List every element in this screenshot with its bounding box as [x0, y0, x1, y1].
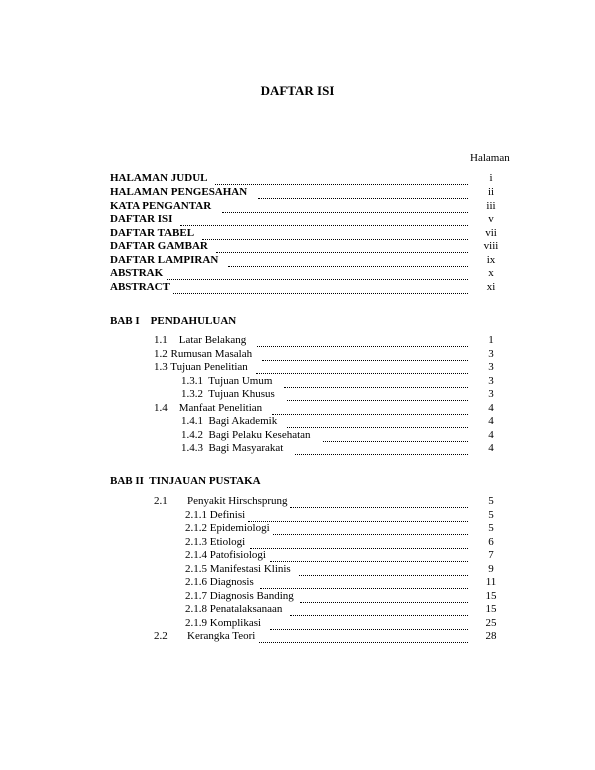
- toc-entry-label: 1.3.1 Tujuan Umum: [181, 375, 273, 387]
- toc-entry[interactable]: [0, 172, 595, 186]
- toc-entry-page: 3: [488, 375, 494, 387]
- toc-entry[interactable]: [0, 388, 595, 402]
- toc-entry-label: DAFTAR LAMPIRAN: [110, 254, 219, 266]
- toc-entry-page: 9: [488, 563, 494, 575]
- toc-entry-page: v: [488, 213, 494, 225]
- toc-entry-label: 2.2 Kerangka Teori: [154, 630, 256, 642]
- toc-entry-page: 4: [488, 442, 494, 454]
- toc-entry-label: 1.4.1 Bagi Akademik: [181, 415, 278, 427]
- toc-entry[interactable]: [0, 186, 595, 200]
- toc-entry[interactable]: [0, 563, 595, 577]
- toc-entry-page: vii: [485, 227, 497, 239]
- toc-entry-page: 25: [485, 617, 497, 629]
- toc-entry-label: DAFTAR GAMBAR: [110, 240, 208, 252]
- toc-entry-label: 1.3 Tujuan Penelitian: [154, 361, 248, 373]
- toc-entry-page: 11: [485, 576, 497, 588]
- toc-entry-page: 15: [485, 603, 497, 615]
- toc-entry[interactable]: [0, 361, 595, 375]
- toc-entry-page: 3: [488, 388, 494, 400]
- toc-entry[interactable]: [0, 348, 595, 362]
- toc-entry-page: xi: [486, 281, 496, 293]
- toc-entry[interactable]: [0, 603, 595, 617]
- toc-entry[interactable]: [0, 415, 595, 429]
- toc-entry[interactable]: [0, 254, 595, 268]
- toc-entry-label: HALAMAN PENGESAHAN: [110, 186, 248, 198]
- toc-entry-page: 4: [488, 415, 494, 427]
- toc-entry-label: ABSTRACT: [110, 281, 170, 293]
- toc-entry[interactable]: [0, 522, 595, 536]
- toc-entry-label: 2.1.8 Penatalaksanaan: [185, 603, 283, 615]
- toc-entry[interactable]: [0, 630, 595, 644]
- toc-entry-label: 1.4.2 Bagi Pelaku Kesehatan: [181, 429, 311, 441]
- toc-entry-page: 4: [488, 402, 494, 414]
- toc-entry-page: 5: [488, 495, 494, 507]
- toc-entry-label: 1.4.3 Bagi Masyarakat: [181, 442, 284, 454]
- toc-entry[interactable]: [0, 267, 595, 281]
- toc-entry-page: 7: [488, 549, 494, 561]
- page-title: DAFTAR ISI: [260, 83, 335, 98]
- toc-entry-page: iii: [486, 200, 496, 212]
- toc-entry[interactable]: [0, 617, 595, 631]
- toc-entry[interactable]: [0, 442, 595, 456]
- toc-entry-page: viii: [483, 240, 499, 252]
- toc-entry-page: 3: [488, 361, 494, 373]
- toc-entry-label: HALAMAN JUDUL: [110, 172, 208, 184]
- toc-entry-label: 2.1.6 Diagnosis: [185, 576, 254, 588]
- toc-entry-label: 1.1 Latar Belakang: [154, 334, 247, 346]
- toc-entry[interactable]: [0, 495, 595, 509]
- toc-entry-label: ABSTRAK: [110, 267, 164, 279]
- chapter-heading[interactable]: BAB II TINJAUAN PUSTAKA: [110, 475, 261, 487]
- toc-entry[interactable]: [0, 509, 595, 523]
- toc-entry-label: 2.1.2 Epidemiologi: [185, 522, 270, 534]
- toc-entry-page: 1: [488, 334, 494, 346]
- toc-entry[interactable]: [0, 402, 595, 416]
- toc-entry[interactable]: [0, 590, 595, 604]
- toc-entry-label: 2.1.5 Manifestasi Klinis: [185, 563, 291, 575]
- toc-entry-page: ii: [487, 186, 495, 198]
- toc-entry-page: 5: [488, 522, 494, 534]
- toc-entry-label: 1.2 Rumusan Masalah: [154, 348, 253, 360]
- toc-entry-label: DAFTAR TABEL: [110, 227, 195, 239]
- toc-entry[interactable]: [0, 334, 595, 348]
- toc-entry-page: x: [488, 267, 494, 279]
- toc-entry-page: 3: [488, 348, 494, 360]
- toc-entry-page: 4: [488, 429, 494, 441]
- toc-entry[interactable]: [0, 240, 595, 254]
- toc-entry-label: 2.1.3 Etiologi: [185, 536, 246, 548]
- toc-entry-page: 28: [485, 630, 497, 642]
- toc-entry-label: 2.1 Penyakit Hirschsprung: [154, 495, 288, 507]
- toc-entry[interactable]: [0, 213, 595, 227]
- toc-entry-page: i: [489, 172, 493, 184]
- toc-entry-label: 2.1.9 Komplikasi: [185, 617, 262, 629]
- toc-entry[interactable]: [0, 281, 595, 295]
- toc-entry[interactable]: [0, 200, 595, 214]
- toc-entry-label: 2.1.7 Diagnosis Banding: [185, 590, 294, 602]
- toc-entry-label: 2.1.4 Patofisiologi: [185, 549, 266, 561]
- toc-entry[interactable]: [0, 429, 595, 443]
- toc-entry-page: 6: [488, 536, 494, 548]
- toc-entry-label: KATA PENGANTAR: [110, 200, 212, 212]
- toc-entry[interactable]: [0, 536, 595, 550]
- toc-entry[interactable]: [0, 549, 595, 563]
- toc-entry-label: 1.3.2 Tujuan Khusus: [181, 388, 275, 400]
- toc-entry[interactable]: [0, 576, 595, 590]
- toc-entry-label: 2.1.1 Definisi: [185, 509, 246, 521]
- toc-entry[interactable]: [0, 227, 595, 241]
- toc-entry-page: 15: [485, 590, 497, 602]
- toc-entry-page: ix: [486, 254, 496, 266]
- toc-entry-label: 1.4 Manfaat Penelitian: [154, 402, 263, 414]
- toc-entry-label: DAFTAR ISI: [110, 213, 173, 225]
- toc-entry-page: 5: [488, 509, 494, 521]
- chapter-heading[interactable]: BAB I PENDAHULUAN: [110, 315, 237, 327]
- page-column-label: Halaman: [470, 152, 510, 164]
- toc-entry[interactable]: [0, 375, 595, 389]
